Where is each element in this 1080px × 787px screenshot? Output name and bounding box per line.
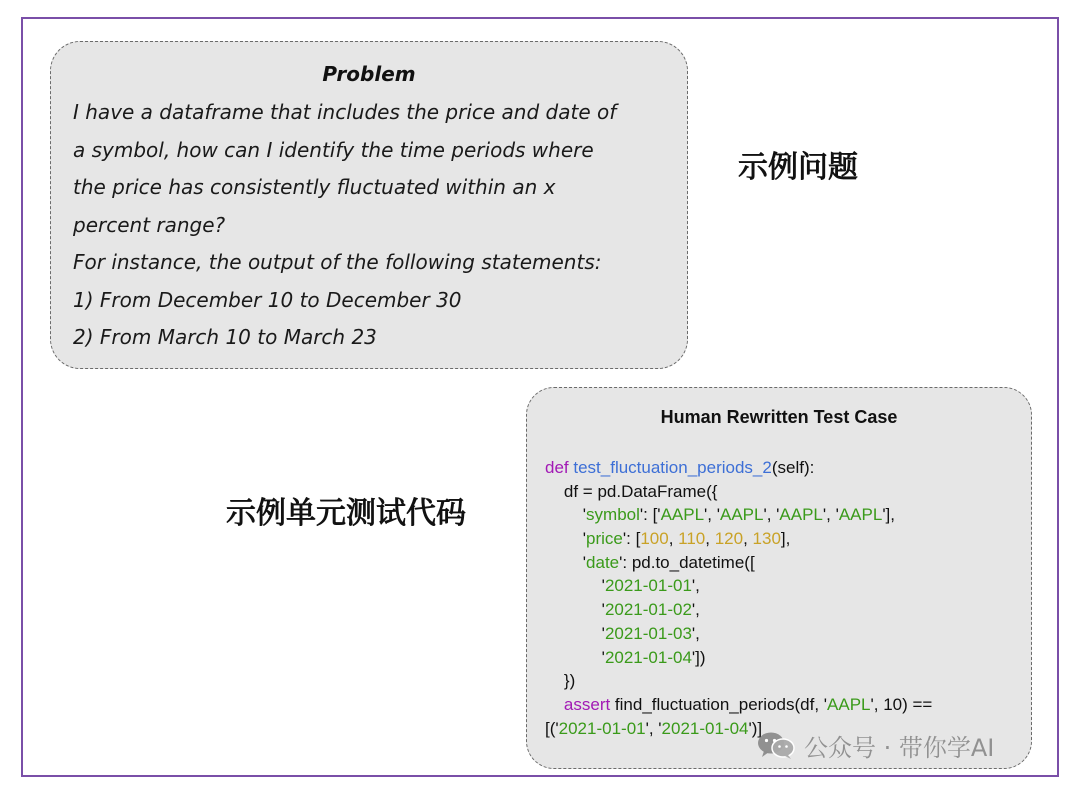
code-text: ']) xyxy=(691,647,706,667)
code-string: AAPL xyxy=(779,505,823,525)
test-case-box xyxy=(526,387,1032,769)
code-string: AAPL xyxy=(827,694,871,714)
problem-line: percent range? xyxy=(73,212,226,237)
code-string: AAPL xyxy=(719,505,764,525)
problem-text xyxy=(73,94,683,357)
code-text: ], xyxy=(780,529,791,549)
code-text: , xyxy=(705,529,715,549)
problem-title: Problem xyxy=(322,62,416,86)
code-text: ' xyxy=(545,576,605,596)
code-string: AAPL xyxy=(660,505,705,525)
code-text: ')] xyxy=(748,718,763,738)
code-text: ' xyxy=(545,529,587,549)
code-line xyxy=(545,503,1025,527)
code-text: '], xyxy=(882,505,896,525)
code-text: ' xyxy=(545,600,605,620)
code-string: symbol xyxy=(586,505,640,525)
code-line xyxy=(545,598,1025,622)
example-problem-label: 示例问题 xyxy=(738,150,858,185)
code-line xyxy=(545,646,1025,670)
problem-line: For instance, the output of the following statements: xyxy=(73,250,602,274)
code-text: ', 10) == xyxy=(870,694,933,714)
code-keyword: assert xyxy=(563,694,611,714)
code-line xyxy=(545,669,1025,693)
code-number: 110 xyxy=(678,529,706,549)
code-text: ', ' xyxy=(763,505,780,525)
code-line xyxy=(545,456,1025,480)
problem-line: 2) From March 10 to March 23 xyxy=(73,325,377,349)
code-text: ', xyxy=(691,576,700,596)
code-text xyxy=(545,695,564,714)
code-function-name: test_fluctuation_periods_2 xyxy=(573,458,772,477)
code-text: ', ' xyxy=(704,505,720,525)
problem-line: the price has consistently fluctuated within an x xyxy=(73,175,556,199)
code-text: , xyxy=(743,529,753,549)
code-string: 2021-01-04 xyxy=(661,718,749,738)
code-line xyxy=(545,551,1025,575)
problem-line: a symbol, how can I identify the time periods where xyxy=(73,137,594,162)
example-test-code-label: 示例单元测试代码 xyxy=(226,496,466,531)
code-text: ', xyxy=(691,600,700,620)
code-string: 2021-01-03 xyxy=(604,623,692,643)
code-keyword: def xyxy=(545,458,574,477)
code-line xyxy=(545,480,1025,504)
problem-line: I have a dataframe that includes the price and date of xyxy=(73,100,617,124)
code-text: ', xyxy=(691,623,700,643)
code-text: ': [ xyxy=(622,529,641,549)
code-text: ' xyxy=(545,623,605,643)
code-text: (self): xyxy=(771,458,815,477)
code-line xyxy=(545,527,1025,551)
code-string: 2021-01-02 xyxy=(604,600,692,620)
code-number: 120 xyxy=(714,529,744,549)
code-text: df = pd.DataFrame({ xyxy=(545,481,718,501)
code-text: find_fluctuation_periods(df, ' xyxy=(610,694,828,714)
code-text: ' xyxy=(545,552,587,572)
test-case-title: Human Rewritten Test Case xyxy=(660,407,898,427)
code-string: 2021-01-01 xyxy=(558,718,646,738)
wechat-icon xyxy=(756,730,796,760)
code-string: 2021-01-04 xyxy=(604,647,692,667)
code-line xyxy=(545,574,1025,598)
code-line xyxy=(545,622,1025,646)
code-text: ', ' xyxy=(822,505,839,525)
watermark xyxy=(756,730,994,760)
watermark-text: 公众号 · 带你学AI xyxy=(804,733,995,762)
code-text: ' xyxy=(545,647,605,667)
code-block xyxy=(545,456,1025,740)
problem-line: 1) From December 10 to December 30 xyxy=(73,287,462,312)
code-text: , xyxy=(668,529,679,549)
code-string: price xyxy=(586,529,623,549)
code-text: [(' xyxy=(545,718,559,738)
code-string: AAPL xyxy=(838,505,883,525)
problem-box xyxy=(50,41,688,369)
code-string: date xyxy=(586,552,620,572)
code-line xyxy=(545,693,1025,717)
code-number: 100 xyxy=(640,529,669,549)
code-text: }) xyxy=(545,671,576,691)
code-text: ', ' xyxy=(645,718,662,738)
code-text: ' xyxy=(545,505,587,525)
code-number: 130 xyxy=(752,529,781,549)
code-string: 2021-01-01 xyxy=(604,576,692,596)
code-text: ': pd.to_datetime([ xyxy=(619,552,755,572)
code-text: ': [' xyxy=(639,505,661,525)
